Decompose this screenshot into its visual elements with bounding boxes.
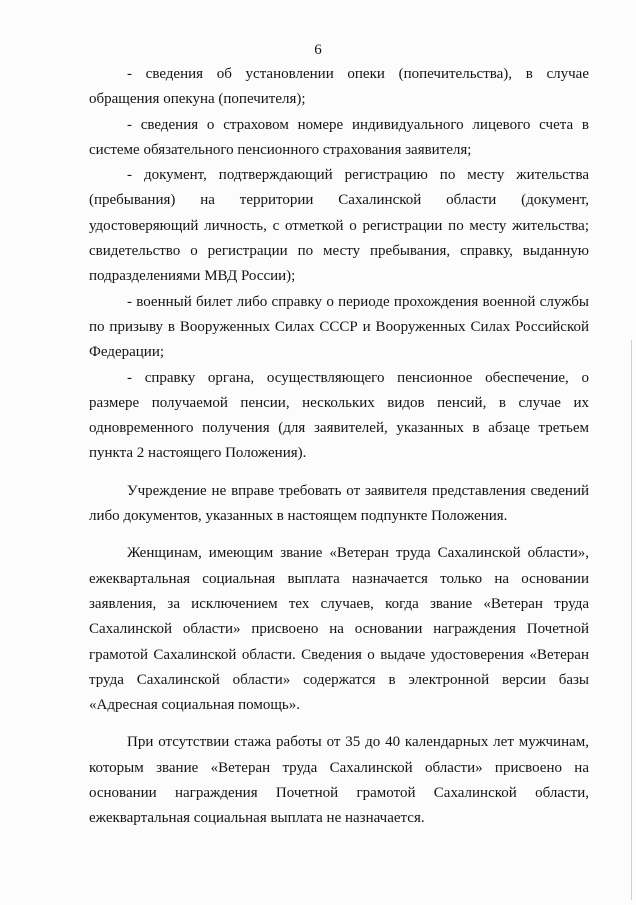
paragraph-women-veterans: Женщинам, имеющим звание «Ветеран труда Сахалинской области», ежеквартальная социальная выплата назначается только на основании заявления, за исключением тех случаев, когда звание «Ветеран труда Сахалинской области» присвоено на основании награждения Почетной грамотой Сахалинской области. Сведения о выдаче удостоверения «Ветеран труда Сахалинской области» содержатся в электронной версии базы «Адресная социальная помощь». [89,545,589,714]
paragraph-military-id: - военный билет либо справку о периоде прохождения военной службы по призыву в Вооруженных Силах СССР и Вооруженных Силах Российской Федерации; [89,293,589,361]
paragraph-no-request: Учреждение не вправе требовать от заявителя представления сведений либо документов, указанных в настоящем подпункте Положения. [89,482,589,525]
paragraph-residence-registration: - документ, подтверждающий регистрацию по месту жительства (пребывания) на территории Сахалинской области (документ, удостоверяющий личность, с отметкой о регистрации по месту жительства; свидетельство о регистрации по месту пребывания, справку, выданную подразделениями МВД России); [89,167,589,285]
paragraph-men-seniority: При отсутствии стажа работы от 35 до 40 календарных лет мужчинам, которым звание «Ветеран труда Сахалинской области» присвоено на основании награждения Почетной грамотой Сахалинской области, ежеквартальная социальная выплата не назначается. [89,734,589,827]
page-number: 6 [314,42,322,58]
paragraph-pension-certificate: - справку органа, осуществляющего пенсионное обеспечение, о размере получаемой пенсии, нескольких видов пенсий, в случае их одновременного получения (для заявителей, указанных в абзаце третьем пункта 2 настоящего Положения). [89,369,589,462]
scan-edge-line [631,340,632,900]
paragraph-snils: - сведения о страховом номере индивидуального лицевого счета в системе обязательного пенсионного страхования заявителя; [89,116,589,158]
paragraph-guardianship: - сведения об установлении опеки (попечительства), в случае обращения опекуна (попечителя); [89,66,589,108]
document-body [89,62,589,832]
